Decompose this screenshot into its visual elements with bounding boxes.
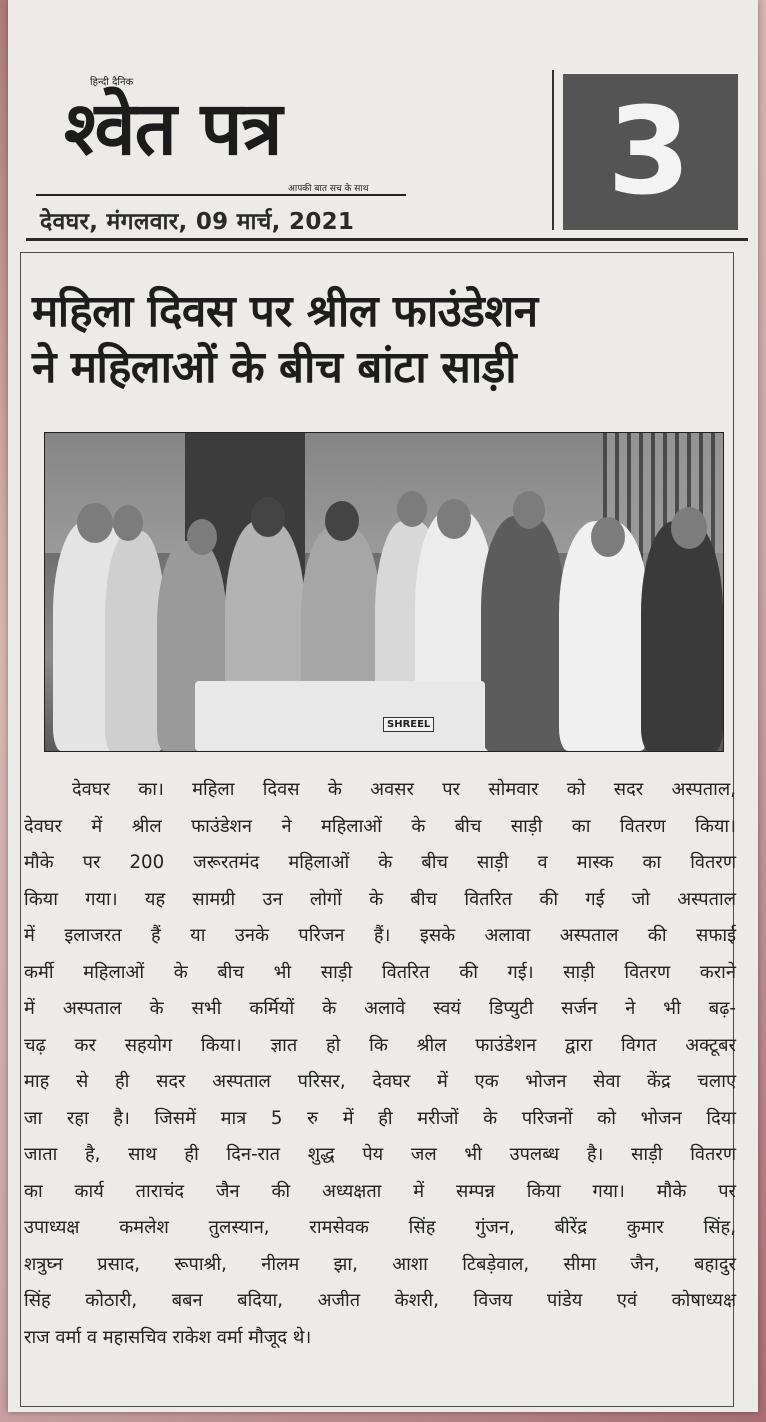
masthead-tagline: हिन्दी दैनिक [90,77,134,88]
headline-line-2: ने महिलाओं के बीच बांटा साड़ी [32,342,517,393]
article-headline [32,284,732,396]
page-box-divider [552,70,554,230]
photo-head [251,497,285,537]
masthead-slogan: आपकी बात सच के साथ [288,184,369,194]
body-line: कर्मी महिलाओं के बीच भी साड़ी वितरित की गई। साड़ी वितरण कराने [24,961,736,983]
body-line: देवघर का। महिला दिवस के अवसर पर सोमवार को सदर अस्पताल, [72,779,736,800]
masthead-title: श्वेत पत्र [64,86,282,172]
body-line: जाता है, साथ ही दिन-रात शुद्ध पेय जल भी उपलब्ध है। साड़ी वितरण [24,1144,736,1165]
article-photo [44,432,724,752]
body-line: देवघर में श्रील फाउंडेशन ने महिलाओं के बीच साड़ी का वितरण किया। [24,815,736,837]
photo-head [325,501,359,541]
body-line: मौके पर 200 जरूरतमंद महिलाओं के बीच साड़ी व मास्क का वितरण [24,852,736,873]
photo-head [397,491,427,527]
photo-head [437,499,471,539]
photo-person [105,531,165,751]
photo-head [77,503,113,543]
masthead-rule [36,194,406,196]
header-rule [26,238,748,241]
photo-head [671,507,707,549]
body-line: सिंह कोठारी, बबन बदिया, अजीत केशरी, विजय पांडेय एवं कोषाध्यक्ष [24,1290,736,1311]
article-body [24,772,736,1356]
body-line: में इलाजरत हैं या उनके परिजन हैं। इसके अलावा अस्पताल की सफाई [24,925,736,946]
photo-person [641,521,723,751]
photo-head [591,517,625,557]
body-line: उपाध्यक्ष कमलेश तुलस्यान, रामसेवक सिंह गुंजन, बीरेंद्र कुमार सिंह, [24,1217,736,1238]
body-line: शत्रुघ्न प्रसाद, रूपाश्री, नीलम झा, आशा टिबड़ेवाल, सीमा जैन, बहादुर [24,1253,736,1275]
body-line: में अस्पताल के सभी कर्मियों के अलावे स्वयं डिप्युटी सर्जन ने भी बढ़- [24,998,736,1019]
body-line: जा रहा है। जिसमें मात्र 5 रु में ही मरीजों के परिजनों को भोजन दिया [24,1107,736,1129]
body-line: चढ़ कर सहयोग किया। ज्ञात हो कि श्रील फाउंडेशन द्वारा विगत अक्टूबर [24,1034,736,1056]
photo-head [187,519,217,555]
photo-person [481,516,565,751]
page-number: 3 [607,82,691,222]
body-line: का कार्य ताराचंद जैन की अध्यक्षता में सम्पन्न किया गया। मौके पर [24,1180,736,1202]
photo-head [513,491,545,529]
body-line: राज वर्मा व महासचिव राकेश वर्मा मौजूद थे। [24,1326,312,1348]
dateline: देवघर, मंगलवार, 09 मार्च, 2021 [40,209,355,235]
headline-line-1: महिला दिवस पर श्रील फाउंडेशन [32,286,538,337]
body-line: किया गया। यह सामग्री उन लोगों के बीच वितरित की गई जो अस्पताल [24,888,736,910]
photo-head [113,505,143,541]
body-line: माह से ही सदर अस्पताल परिसर, देवघर में एक भोजन सेवा केंद्र चलाए [24,1071,736,1092]
photo-banner [195,681,485,751]
banner-logo-text: SHREEL [383,717,434,732]
